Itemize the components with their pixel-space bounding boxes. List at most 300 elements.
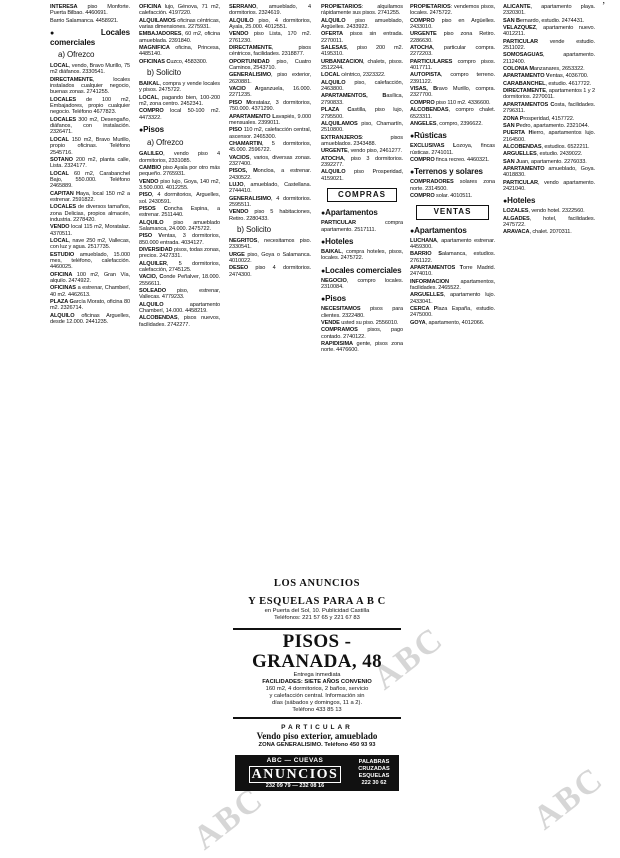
abc-phones: 232 09 79 — 232 08 16 (265, 783, 325, 789)
ad-keyword: COMPRO (139, 108, 164, 115)
ad-keyword: PLAZA C (321, 107, 352, 114)
ad-text: VACIOS, varios, diversas zonas. 2327400. (229, 154, 311, 167)
ads-list (139, 151, 220, 328)
ad-keyword: OFICINA (50, 271, 73, 278)
ad-keyword: PISOS, M (229, 168, 258, 175)
ad-text: PROPIETARIOS: alquilamos rápidamente sus pisos. 2741255. (321, 4, 403, 17)
ad-keyword: ATOCHA (321, 155, 344, 162)
ad-keyword: APARTAMENTOS, B (321, 93, 387, 100)
ad-text: ALQUILO oficinas Arguelles, desde 12.000. 2441235. (50, 312, 130, 326)
ad-text: SOMOSAGUAS, apartamento. 2112400. (503, 52, 595, 65)
ad-keyword: PROPIETARIOS (410, 4, 451, 10)
ad-keyword: ALQUILO (50, 312, 75, 319)
ads-list (229, 4, 311, 222)
ad-keyword: SERRANO (229, 4, 257, 10)
ad-text: ESTUDIO amueblado, 15.000 mes, teléfono, calefacción. 4460025. (50, 251, 130, 271)
section-heading: ● Apartamentos (410, 226, 495, 236)
ad-text: DIRECTAMENTE, pisos céntricos, facilidades. 2318877. (229, 45, 311, 58)
ad-text: EXTRANJEROS: pisos amueblados. 2343488. (321, 134, 403, 147)
ads-list (321, 4, 403, 182)
ad-text: ALCOBENDAS, pisos nuevos, facilidades. 2742277. (139, 315, 220, 328)
ad-keyword: ARGUELLES (503, 151, 537, 158)
pisos-line: FACILIDADES: SIETE AÑOS CONVENIO (262, 679, 372, 685)
ad-text: LUCHANA, apartamento estrenar. 4459300. (410, 237, 495, 250)
ad-keyword: PISO (229, 127, 242, 134)
ad-keyword: GALILEO (139, 151, 164, 158)
ad-keyword: OPORTUNIDAD (229, 58, 270, 65)
ad-keyword: LUJO (229, 181, 244, 188)
ad-keyword: APARTAMENTOS C (503, 101, 555, 108)
subsection-heading: b) Solicito (147, 68, 182, 78)
ad-keyword: OFICINAS C (139, 58, 171, 65)
subsection-heading: b) Solicito (237, 225, 272, 234)
column-5 (410, 4, 495, 850)
ad-text: COMPRO finca recreo. 4460321. (410, 156, 490, 163)
ad-text: PISO 110 m2, calefacción central, ascensor. 2465300. (229, 127, 311, 140)
ad-keyword: APARTAMENTO L (229, 113, 276, 120)
ad-keyword: ARGUELLES (410, 292, 444, 299)
ad-text: SALESAS, piso 200 m2. 4195310. (321, 45, 403, 58)
section-heading: ● Hoteles (503, 196, 595, 206)
ad-keyword: URBANIZACION (321, 58, 363, 65)
ad-text: INTERESA piso Monforte. Puerta Bilbao. 4460691. (50, 4, 130, 17)
ad-text: NEGOCIO, compro locales. 2310084. (321, 277, 403, 290)
ad-text: RAPIDISIMA gente, pisos zona norte. 4476600. (321, 341, 403, 354)
ad-text: BAIKAL, compra hoteles, pisos, locales. 2475722. (321, 248, 403, 262)
ad-keyword: VENDO (229, 31, 249, 38)
ad-keyword: OFICINA (139, 4, 162, 10)
ad-keyword: BAIKAL (139, 81, 160, 88)
ad-text: ZONA Prosperidad, 4157722. (503, 115, 575, 122)
subsection-heading: a) Ofrezco (147, 138, 184, 148)
ventas-heading: VENTAS (416, 205, 489, 219)
ad-text: COMPRO piso en Argüelles. 2433010. (410, 17, 495, 31)
ads-list (321, 278, 403, 291)
ad-text: PARTICULARES compro pisos. 4017711. (410, 58, 495, 72)
watermark: ABC (186, 780, 271, 858)
ad-text: OFICINA 100 m2, Gran Vía, alquilo. 2474922. (50, 271, 130, 285)
column-6 (503, 4, 595, 850)
ad-keyword: SOTANO (50, 156, 73, 163)
ad-text: ANGELES, compro, 2396622. (410, 120, 483, 127)
ad-keyword: SAN P (503, 122, 520, 129)
particular-contact: ZONA GENERALISIMO. Teléfono 450 93 93 (258, 742, 376, 748)
ad-keyword: ALQUILAMOS (139, 17, 176, 24)
ad-text: ARAVACA, chalet. 2070311. (503, 229, 572, 236)
ad-keyword: ALQUILO (139, 301, 164, 308)
ad-keyword: URGENTE (321, 148, 348, 155)
ad-text: VENDO piso lujo, Goya, 140 m2, 3.500.000. 4012255. (139, 178, 220, 191)
ad-keyword: DESEO (229, 265, 249, 272)
ad-text: ARGUELLES, estudio. 2439022. (503, 151, 583, 158)
ad-keyword: ALQUILO (139, 219, 164, 226)
ad-text: ALQUILAMOS oficinas céntricas, varias dimensiones. 2275931. (139, 17, 220, 31)
ads-list (410, 143, 495, 163)
ad-keyword: ANGELES (410, 120, 437, 127)
ad-keyword: PISOS C (139, 205, 168, 212)
ad-text: COMPRADORES solares zona norte. 2314500. (410, 179, 495, 192)
edge-mark: ’ (602, 1, 606, 12)
ad-text: LOCAL, nave 250 m2, Vallecas, con luz y agua. 2517735. (50, 237, 130, 251)
ad-text: LOCALES de diversos tamaños, zona Delicias, propios almacén, industria. 2278420. (50, 204, 130, 223)
ad-text: URGENTE, vendo piso, 2461277. (321, 148, 403, 155)
ad-text: VISAS, Bravo Murillo, compra. 2327700. (410, 86, 495, 99)
ad-keyword: CAPITAN H (50, 190, 80, 197)
ads-list (321, 306, 403, 353)
ad-text: OFICINA lujo, Génova, 71 m2, calefacción. 4197220. (139, 4, 220, 17)
ad-text: LOZALES, vendo hotel. 2322560. (503, 208, 585, 215)
ad-text: LOCAL, pagando bien, 100-200 m2, zona centro. 2452341. (139, 94, 220, 108)
ad-keyword: COLONIA M (503, 66, 534, 73)
ads-list (321, 220, 403, 233)
ad-text: LOCAL, vendo, Bravo Murillo, 75 m2 diáfanos. 2330541. (50, 63, 130, 76)
ad-keyword: VENDE (321, 320, 340, 327)
ad-text: URGENTE piso zona Retiro. 2286630. (410, 31, 495, 44)
ad-keyword: PARTICULAR (503, 179, 538, 186)
ad-keyword: PISO (139, 192, 152, 199)
ad-text: APARTAMENTOS, Basílica, 2790833. (321, 93, 403, 106)
ad-keyword: LOCALES (50, 116, 77, 123)
ad-text: ALCOBENDAS, estudios. 6522211. (503, 143, 590, 150)
anuncios-title: LOS ANUNCIOS (273, 578, 361, 589)
ad-keyword: SAN B (503, 17, 520, 24)
ads-list (410, 179, 495, 199)
ad-keyword: NECESITAMOS (321, 306, 361, 313)
ad-keyword: PARTICULARES (410, 58, 453, 65)
ad-keyword: LOCALES (50, 96, 77, 103)
ads-list (50, 63, 130, 325)
ad-keyword: PUERTA H (503, 130, 533, 137)
ad-text: PARTICULAR vende estudio. 2511022. (503, 38, 595, 52)
ad-text: URGE piso, Goya o Salamanca. 4010022. (229, 251, 311, 265)
ad-keyword: ALGADES (503, 215, 530, 222)
ad-keyword: VISAS, B (410, 86, 438, 93)
ad-keyword: SALESAS (321, 45, 347, 52)
ad-text: OFICINAS a estrenar, Chamberí, 40 m2. 4462613. (50, 285, 130, 298)
ad-text: SAN Juan, apartamento. 2276033. (503, 158, 587, 165)
ad-text: SOLEADO piso, estrenar, Vallecas. 4779233. (139, 288, 220, 301)
ad-keyword: ALCOBENDAS (410, 107, 449, 114)
ad-keyword: PARTICULAR (503, 38, 538, 45)
ad-text: VENDO piso Lista, 170 m2. 2761230. (229, 31, 311, 44)
ad-text: DIVERSIDAD pisos, todas zonas, precios. 2427331. (139, 246, 220, 260)
ad-text: INFORMACION apartamentos, facilidades. 2465522. (410, 278, 495, 291)
ad-text: VELAZQUEZ, apartamento nuevo. 4012211. (503, 25, 595, 38)
pisos-line: y calefacción central. Información sin (269, 693, 365, 699)
section-heading: ● Hoteles (321, 237, 403, 247)
ad-keyword: GENERALISIMO (229, 195, 271, 202)
ad-keyword: EMBAJADORES (139, 31, 182, 38)
ads-list (503, 4, 595, 192)
ad-keyword: CHAMARTIN (229, 140, 262, 147)
ad-keyword: APARTAMENTO V (503, 73, 550, 80)
ad-text: PISOS Concha Espina, a estrenar. 2511440. (139, 205, 220, 219)
ad-text: LOCALES 300 m2, Desengaño, diáfanos, con instalación. 2326471. (50, 116, 130, 136)
ad-keyword: ALICANTE (503, 4, 531, 10)
ad-keyword: APARTAMENTOS T (410, 264, 463, 271)
ad-keyword: LOCALES (50, 204, 77, 211)
ad-text: PUERTA Hierro, apartamentos lujo. 2164500. (503, 130, 595, 143)
section-heading: ● Locales comerciales (50, 28, 130, 47)
ad-keyword: BARRIO S (410, 251, 442, 258)
ad-text: ALICANTE, apartamento playa. 2320301. (503, 4, 595, 17)
section-heading: ● Rústicas (410, 131, 495, 141)
ad-keyword: LOCAL (321, 72, 340, 79)
anuncios-address: en Puerta del Sol, 10. Publicidad Castilla (264, 608, 370, 614)
ad-text: SAN Pedro, apartamento. 2321044. (503, 122, 590, 129)
section-heading: ● Terrenos y solares (410, 167, 495, 177)
ad-keyword: VELAZQUEZ (503, 25, 536, 32)
ad-keyword: COMPRO (410, 156, 435, 163)
ad-text: ALQUILO piso amueblado, Argüelles. 2433922. (321, 17, 403, 31)
anuncios-subtitle: Y ESQUELAS PARA A B C (248, 596, 386, 607)
ad-keyword: DIVERSIDAD (139, 246, 173, 253)
section-heading: ● Pisos (321, 294, 403, 304)
ad-text: OFICINAS Cuzco, 4583300. (139, 58, 208, 65)
ad-keyword: ESTUDIO (50, 251, 75, 258)
ad-keyword: LUCHANA (410, 237, 437, 244)
column-4 (321, 4, 403, 570)
ad-text: VENDE usted su piso. 2556010. (321, 320, 399, 327)
section-heading: ● Apartamentos (321, 208, 403, 218)
particular-ad (233, 724, 401, 749)
ad-keyword: ALQUILER (139, 260, 167, 267)
ad-text: NEGRITOS, necesitamos piso. 2330541. (229, 238, 311, 251)
ad-keyword: COMPRO (410, 17, 435, 24)
pisos-line: 160 m2, 4 dormitorios, 2 baños, servicio (265, 686, 369, 692)
ad-text: ALQUILO piso amueblado Salamanca, 24.000. 2475722. (139, 219, 220, 232)
ad-text: APARTAMENTOS Costa, facilidades. 2796311. (503, 101, 595, 115)
ad-text: COMPRAMOS pisos, pago contado. 2740122. (321, 327, 403, 340)
ad-keyword: INFORMACION (410, 278, 449, 285)
ad-keyword: ALQUILO (229, 17, 254, 24)
abc-cuevas-label: ABC — CUEVAS (266, 757, 324, 764)
ad-keyword: APARTAMENTO (503, 165, 545, 172)
ad-keyword: ATOCHA (410, 45, 433, 52)
ad-text: CARABANCHEL, estudio. 4617722. (503, 80, 592, 87)
ad-keyword: MAGNIFICA (139, 45, 170, 52)
column-2 (139, 4, 220, 850)
ad-keyword: ALQUILO (321, 17, 346, 24)
ad-keyword: PISO M (229, 99, 251, 106)
ad-keyword: ARAVACA (503, 229, 530, 236)
pisos-line: Entrega inmediata (293, 672, 341, 678)
ad-keyword: ALQUILO (321, 79, 346, 86)
ad-keyword: AUTOPISTA (410, 72, 441, 79)
abc-right-line: PALABRAS (358, 759, 390, 765)
ad-text: SERRANO, amueblado, 4 dormitorios. 2324619. (229, 4, 311, 17)
ad-keyword: URGENTE (410, 31, 437, 38)
ad-keyword: PROPIETARIOS (321, 4, 362, 10)
ad-text: PISOS, Moncloa, a estrenar. 2430522. (229, 168, 311, 181)
ad-keyword: OFERTA (321, 31, 343, 38)
ad-text: APARTAMENTO Ventas, 4036700. (503, 73, 589, 80)
ad-keyword: COMPRAMOS (321, 327, 358, 334)
ad-keyword: VACIOS (229, 154, 250, 161)
column-1 (50, 4, 130, 850)
ad-text: ALQUILO piso, 4 dormitorios, Ayala, 25.000. 4012551. (229, 17, 311, 31)
ad-keyword: OFICINAS (50, 285, 76, 292)
ad-keyword: GENERALISIMO (229, 72, 271, 79)
ad-keyword: URGE (229, 251, 245, 258)
ad-text: PISO Moratalaz, 3 dormitorios, 750.000. 4371290. (229, 99, 311, 113)
ad-keyword: LOCAL (50, 136, 69, 143)
ad-text: PROPIETARIOS: vendemos pisos, locales. 2475722. (410, 4, 495, 17)
ad-keyword: ALQUILO (321, 169, 346, 176)
ad-text: BAIKAL, compra y vende locales y pisos. 2475722. (139, 81, 220, 94)
ads-list (410, 238, 495, 326)
ad-text: GOYA, apartamento, 4012066. (410, 319, 485, 326)
compras-heading: COMPRAS (327, 188, 397, 202)
ad-text: OPORTUNIDAD piso, Cuatro Caminos, 2543710. (229, 58, 311, 72)
ad-text: GALILEO, vendo piso 4 dormitorios, 2331085. (139, 151, 220, 164)
ad-text: COMPRO solar. 4010511. (410, 192, 473, 199)
ad-keyword: CERCA P (410, 306, 438, 313)
ad-text: GENERALISIMO, 4 dormitorios. 2595511. (229, 195, 311, 208)
abc-left (239, 757, 351, 790)
ad-keyword: PARTICULAR (321, 220, 356, 227)
ad-text: EMBAJADORES, 60 m2, oficina amueblada. 2391840. (139, 31, 220, 44)
abc-right-line: 222 30 62 (361, 780, 387, 786)
ad-keyword: ALCOBENDAS (503, 143, 542, 150)
ad-text: AUTOPISTA, compro terreno. 2391122. (410, 72, 495, 85)
ad-text: PARTICULAR, vendo apartamento. 2421040. (503, 179, 595, 192)
ad-keyword: COMPRADORES (410, 179, 454, 186)
ad-keyword: GOYA (410, 319, 426, 326)
ads-list (139, 4, 220, 65)
ad-keyword: NEGOCIO (321, 277, 347, 284)
ad-text: PLAZA García Morato, oficina 80 m2. 2326714. (50, 299, 130, 312)
ad-text: CAPITAN Haya, local 150 m2 a estrenar. 2591822. (50, 190, 130, 203)
ad-keyword: VENDO (139, 178, 159, 185)
ads-list (503, 208, 595, 235)
subsection-heading: a) Ofrezco (58, 50, 95, 60)
ad-text: PLAZA Castilla, piso lujo, 2795500. (321, 107, 403, 120)
ad-keyword: DIRECTAMENTE (229, 45, 272, 52)
ad-keyword: LOCAL (50, 63, 69, 70)
ad-keyword: PLAZA G (50, 299, 74, 306)
ad-keyword: INTERESA (50, 4, 78, 10)
ad-text: CERCA Plaza España, estudio. 2475000. (410, 306, 495, 319)
ad-text: VENDO piso 5 habitaciones, Retiro. 2280433. (229, 209, 311, 222)
ad-keyword: COMPRO (410, 99, 435, 106)
ad-text: GENERALISIMO, piso exterior, 2620881. (229, 72, 311, 85)
ad-text: VACIO, Conde Peñalver, 18.000. 2556611. (139, 274, 220, 287)
watermark: ABC (526, 760, 611, 838)
ad-text: EXCLUSIVAS Lozoya, fincas rústicas. 2741011. (410, 143, 495, 156)
ad-keyword: BAIKAL (321, 248, 342, 255)
ad-keyword: LOCAL (139, 94, 158, 101)
abc-right-line: CRUZADAS (358, 766, 390, 772)
ad-text: DIRECTAMENTE, locales instalados cualquier negocio, buenas zonas. 2741255. (50, 76, 130, 96)
ad-text: APARTAMENTO amueblado, Goya. 4018830. (503, 165, 595, 179)
ad-text: Barrio Salamanca. 4458921. (50, 17, 119, 24)
abc-right-line: ESQUELAS (358, 773, 390, 779)
ad-text: SAN Bernardo, estudio. 2474431. (503, 17, 585, 24)
ad-text: VENDO local 115 m2, Moratalaz. 4370511. (50, 224, 130, 237)
ad-keyword: SOLEADO (139, 288, 166, 295)
ad-keyword: LOCAL (50, 170, 69, 177)
ad-text: VACIO Arganzuela, 16.000. 2271235. (229, 86, 311, 99)
ad-keyword: COMPRO (410, 192, 435, 199)
section-heading: ● Pisos (139, 125, 220, 135)
ad-keyword: DIRECTAMENTE (503, 88, 546, 95)
column-3 (229, 4, 311, 570)
ads-list (139, 81, 220, 121)
ad-keyword: EXTRANJEROS (321, 134, 362, 141)
ad-text: DESEO piso 4 dormitorios. 2474300. (229, 265, 311, 278)
ad-text: ALCOBENDAS, compro chalet. 6523311. (410, 107, 495, 120)
abc-anuncios-label: ANUNCIOS (249, 766, 342, 783)
ad-text: COLONIA Manzanares, 2653322. (503, 66, 585, 73)
ad-keyword: RAPIDISIMA (321, 341, 353, 348)
ad-text: DIRECTAMENTE, apartamentos 1 y 2 dormitorios. 2270011. (503, 88, 595, 101)
ad-keyword: ZONA P (503, 115, 524, 122)
abc-cuevas-ad (235, 755, 399, 791)
ad-keyword: LOZALES (503, 208, 529, 215)
ad-keyword: NEGRITOS (229, 238, 258, 244)
ad-text: ALQUILAMOS piso, Chamartín, 2510800. (321, 120, 403, 134)
ad-keyword: VACIO A (229, 86, 259, 93)
ad-keyword: EXCLUSIVAS L (410, 143, 457, 150)
ad-text: APARTAMENTO Lavapiés, 9.000 mensuales. 2399011. (229, 113, 311, 126)
particular-offer: Vendo piso exterior, amueblado (256, 731, 378, 741)
ad-text: COMPRO local 50-100 m2. 4473322. (139, 108, 220, 121)
ad-text: MAGNIFICA oficina, Princesa, 4485140. (139, 45, 220, 58)
ad-text: LOCAL 150 m2, Bravo Murillo, propio oficinas. Teléfono 2545716. (50, 136, 130, 156)
ad-text: ATOCHA, piso 3 dormitorios. 2392277. (321, 155, 403, 168)
ad-keyword: CAMBIO (139, 164, 162, 171)
ad-text: LOCAL céntrico, 2323322. (321, 72, 386, 79)
ad-text: URBANIZACION, chalets, pisos. 2512244. (321, 58, 403, 72)
ads-list (410, 4, 495, 127)
ad-text: PISO Ventas, 3 dormitorios, 850.000 entrada. 4034127. (139, 233, 220, 246)
ad-text: ATOCHA, particular compra. 2272203. (410, 45, 495, 58)
ad-text: BARRIO Salamanca, estudios. 2761122. (410, 251, 495, 264)
ad-keyword: SAN J (503, 158, 519, 165)
ad-text: LUJO, amueblado, Castellana. 2744410. (229, 181, 311, 195)
ad-keyword: CARABANCHEL (503, 80, 546, 87)
ad-keyword: VACIO, C (139, 274, 164, 281)
ad-text: PISO, 4 dormitorios, Arguelles, sol. 2430591. (139, 192, 220, 205)
anuncios-phones: Teléfonos: 221 57 65 y 221 67 83 (274, 615, 360, 621)
ad-text: LOCALES de 100 m2, Embajadores, propio cualquier negocio. Teléfono 4677823. (50, 96, 130, 116)
ad-keyword: DIRECTAMENTE (50, 76, 93, 83)
pisos-title: PISOS - GRANADA, 48 (251, 631, 382, 672)
ad-text: COMPRO piso 110 m2. 4336600. (410, 99, 491, 106)
ad-text: ARGUELLES, apartamento lujo. 2433041. (410, 292, 495, 305)
section-heading: ● Locales comerciales (321, 266, 403, 276)
ad-text: ALQUILER, 5 dormitorios, calefacción, 2745125. (139, 260, 220, 273)
pisos-line: Teléfono 433 85 13 (292, 707, 342, 713)
ad-text: SOTANO 200 m2, planta calle, Lista. 2324177. (50, 156, 130, 170)
ad-keyword: VENDO (50, 224, 70, 231)
ad-keyword: PISO V (139, 233, 162, 240)
abc-right (353, 759, 395, 787)
ad-text: ALQUILO piso, calefacción, 2463800. (321, 79, 403, 93)
ad-keyword: ALCOBENDAS (139, 315, 178, 322)
ad-text: LOCAL 60 m2, Carabanchel Bajo, 550.000. Teléfono 2465889. (50, 170, 130, 190)
watermark: ABC (366, 620, 451, 698)
ad-keyword: ALQUILAMOS (321, 120, 358, 127)
ad-text: CAMBIO piso Ayala por otro más pequeño. 2765931. (139, 164, 220, 178)
ad-text: CHAMARTIN, 5 dormitorios, 45.000. 2596722. (229, 140, 311, 154)
ad-keyword: SOMOSAGUAS (503, 52, 544, 59)
ad-text: ALQUILO piso Prosperidad, 4159021. (321, 169, 403, 182)
ad-text: OFERTA pisos sin entrada. 2270011. (321, 31, 403, 44)
ad-text: PARTICULAR compra apartamento. 2517111. (321, 220, 403, 233)
ad-text: ALGADES, hotel, facilidades. 2475722. (503, 215, 595, 228)
